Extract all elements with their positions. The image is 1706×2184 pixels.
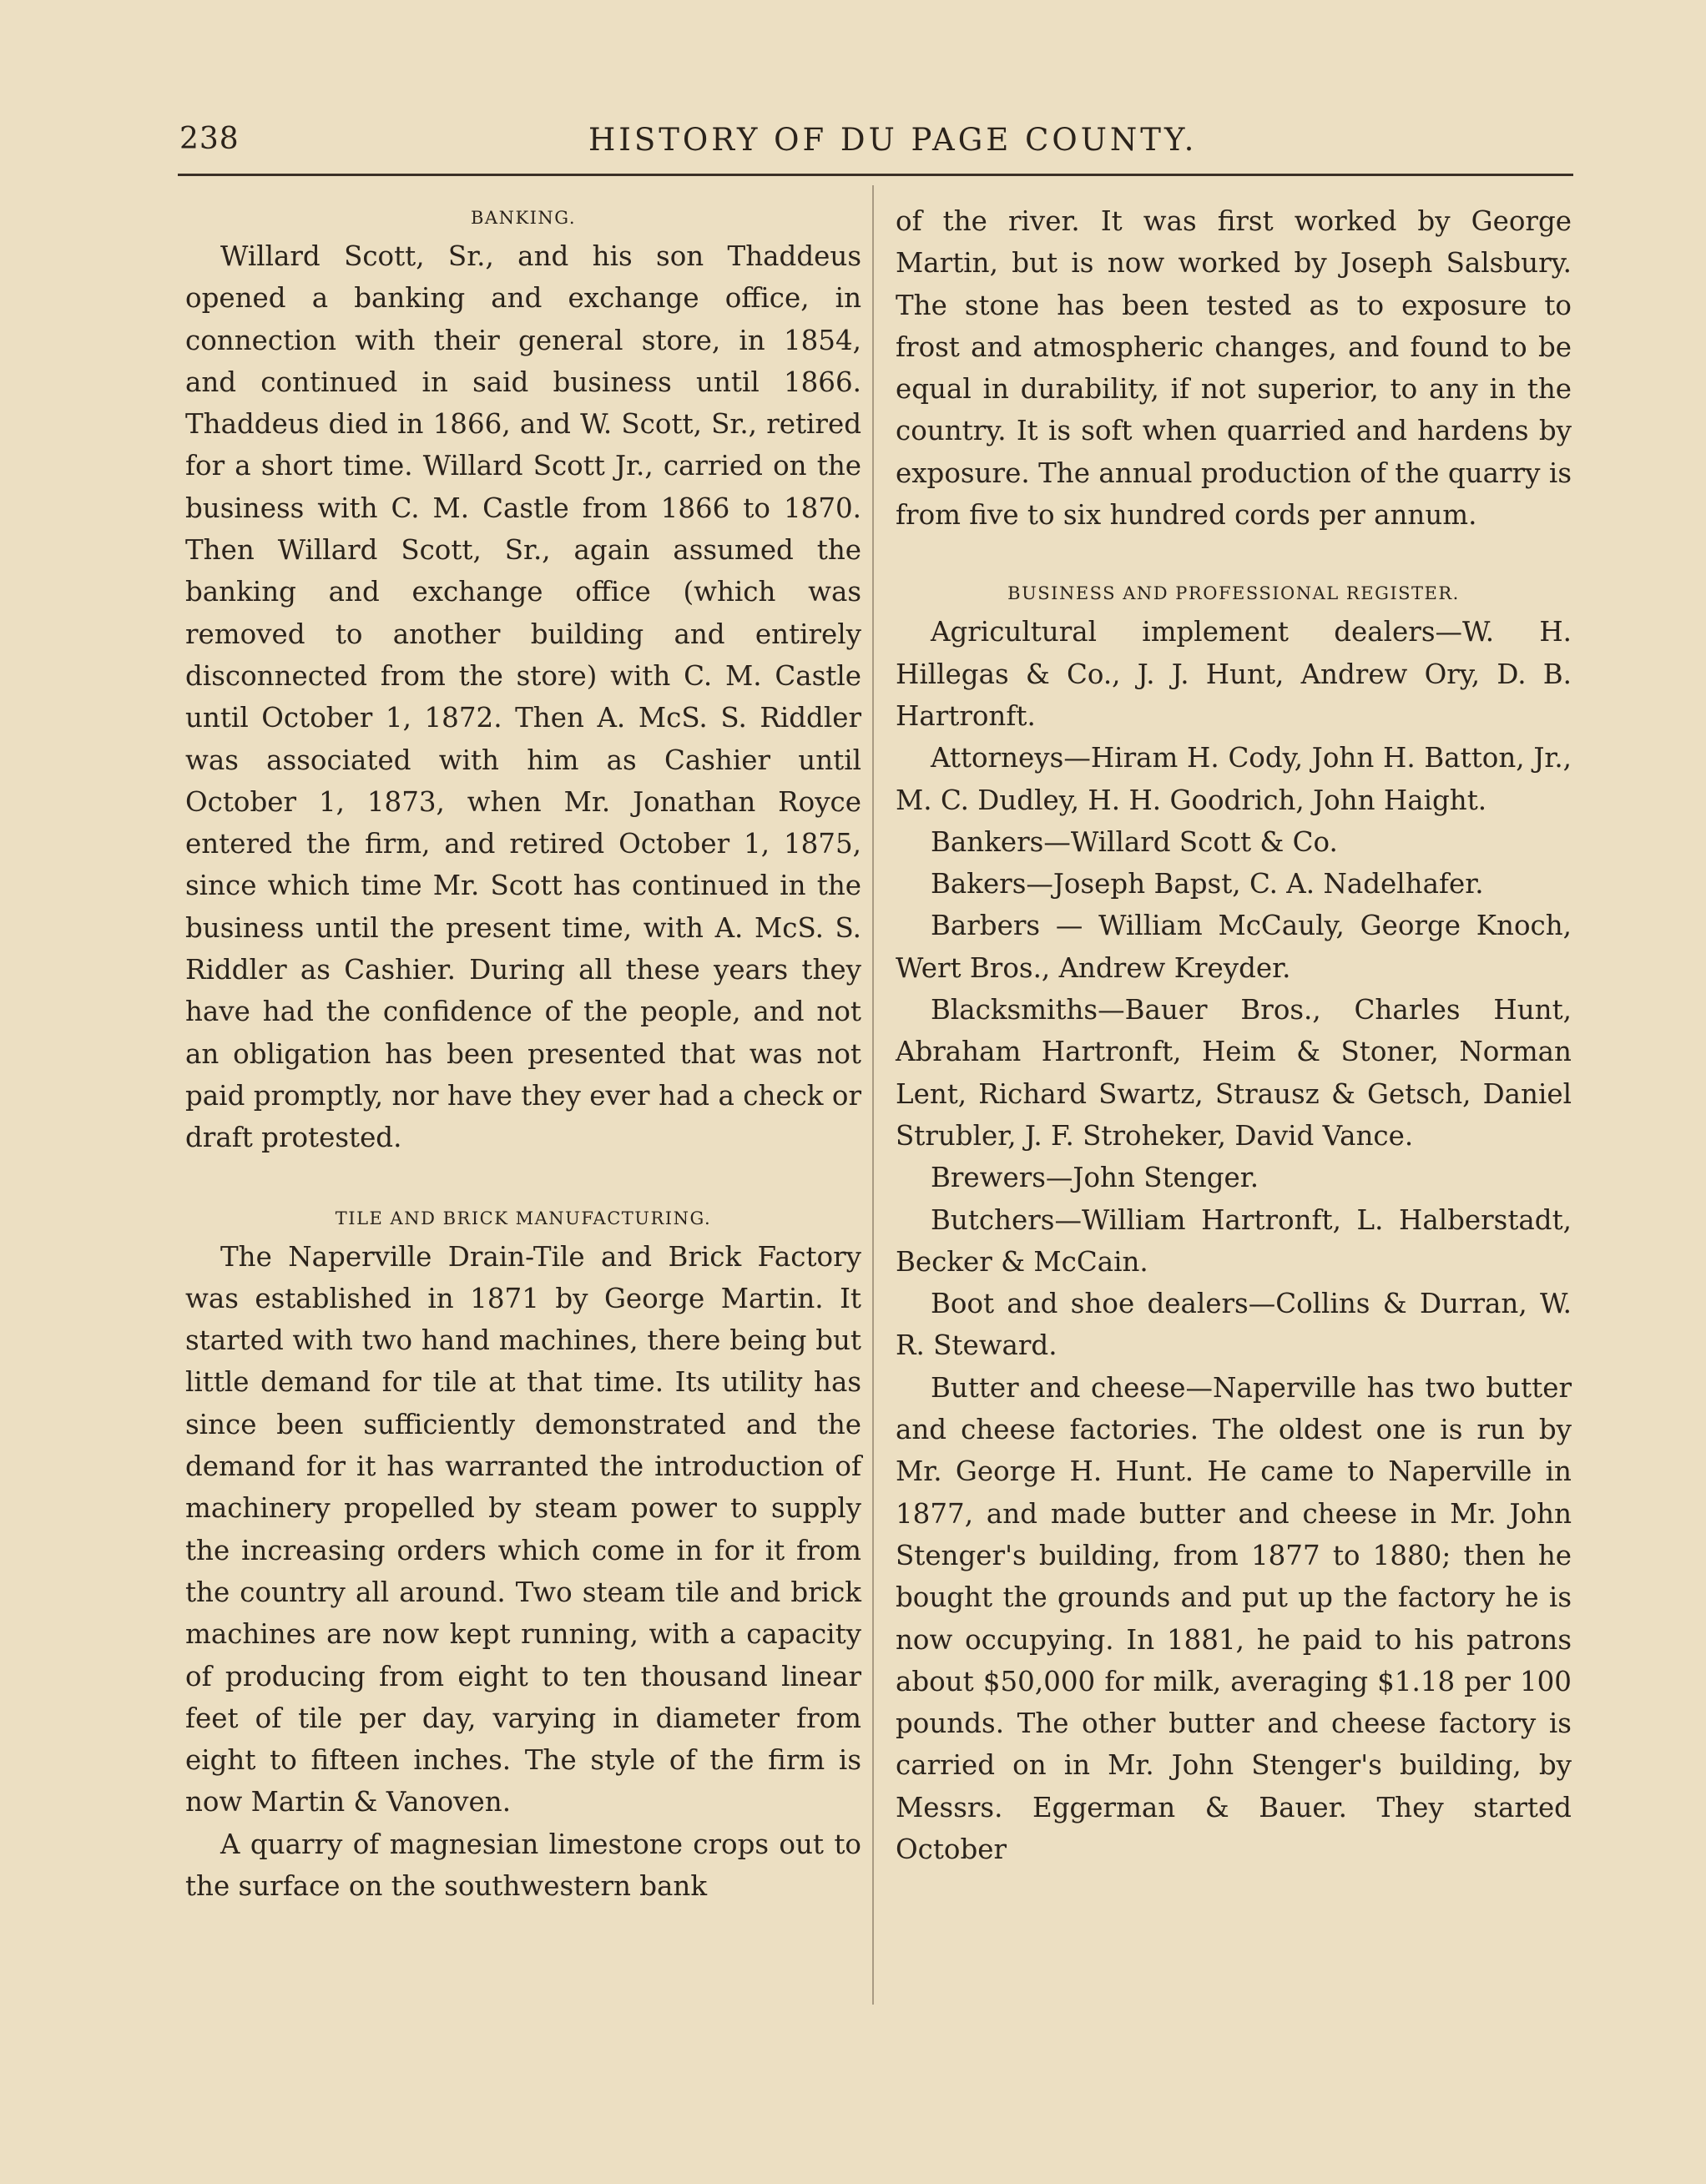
running-head: HISTORY OF DU PAGE COUNTY.	[588, 122, 1198, 158]
page-number: 238	[179, 122, 240, 156]
register-entry-bakers: Bakers—Joseph Bapst, C. A. Nadelhafer.	[931, 868, 1484, 900]
left-column	[185, 200, 861, 1907]
section-heading-banking: BANKING.	[470, 208, 577, 228]
register-entry-butter-cheese: Butter and cheese—Naperville has two butter and cheese factories. The oldest one is run by Mr. George H. Hunt. He came to Naperville in 1877, and made butter and cheese in Mr. John Stenger's building, from 1877 to 1880; then he bought the grounds and put up the factory he is now occupying. In 1881, he paid to his patrons about $50,000 for milk, averaging $1.18 per 100 pounds. The other butter and cheese factory is carried on in Mr. John Stenger's building, by Messrs. Eggerman & Bauer. They started October	[896, 1371, 1572, 1865]
section-spacer	[896, 536, 1572, 576]
section-spacer	[185, 1159, 861, 1201]
register-entry-blacksmiths: Blacksmiths—Bauer Bros., Charles Hunt, Abraham Hartronft, Heim & Stoner, Norman Lent, Richard Swartz, Strausz & Getsch, Daniel Strubler, J. F. Stroheker, David Vance.	[896, 994, 1572, 1152]
paragraph-banking: Willard Scott, Sr., and his son Thaddeus opened a banking and exchange office, in connection with their general store, in 1854, and continued in said business until 1866. Thaddeus died in 1866, and W. Scott, Sr., retired for a short time. Willard Scott Jr., carried on the business with C. M. Castle from 1866 to 1870. Then Willard Scott, Sr., again assumed the banking and exchange office (which was removed to another building and entirely disconnected from the store) with C. M. Castle until October 1, 1872. Then A. McS. S. Riddler was associated with him as Cashier until October 1, 1873, when Mr. Jonathan Royce entered the firm, and retired October 1, 1875, since which time Mr. Scott has continued in the business until the present time, with A. McS. S. Riddler as Cashier. During all these years they have had the confidence of the people, and not an obligation has been presented that was not paid promptly, nor have they ever had a check or draft protested.	[185, 240, 861, 1154]
section-heading-register: BUSINESS AND PROFESSIONAL REGISTER.	[1007, 583, 1460, 604]
paragraph-quarry-continued: of the river. It was first worked by George Martin, but is now worked by Joseph Salsbury. The stone has been tested as to exposure to frost and atmospheric changes, and found to be equal in durability, if not superior, to any in the country. It is soft when quarried and hardens by exposure. The annual production of the quarry is from five to six hundred cords per annum.	[896, 205, 1572, 532]
header-rule	[178, 174, 1573, 176]
right-column	[896, 200, 1572, 1870]
paragraph-tile-factory: The Naperville Drain-Tile and Brick Factory was established in 1871 by George Martin. It started with two hand machines, there being but little demand for tile at that time. Its utility has since been sufficiently demonstrated and the demand for it has warranted the introduction of machinery propelled by steam power to supply the increasing orders which come in for it from the country all around. Two steam tile and brick machines are now kept running, with a capacity of producing from eight to ten thousand linear feet of tile per day, varying in diameter from eight to fifteen inches. The style of the firm is now Martin & Vanoven.	[185, 1240, 861, 1818]
register-entry-bankers: Bankers—Willard Scott & Co.	[931, 825, 1338, 858]
section-heading-tile-brick: TILE AND BRICK MANUFACTURING.	[335, 1208, 712, 1228]
register-entry-brewers: Brewers—John Stenger.	[931, 1162, 1259, 1194]
register-entry-butchers: Butchers—William Hartronft, L. Halberstadt, Becker & McCain.	[896, 1203, 1572, 1278]
register-entry-agricultural: Agricultural implement dealers—W. H. Hillegas & Co., J. J. Hunt, Andrew Ory, D. B. Hartronft.	[896, 616, 1572, 732]
register-entry-barbers: Barbers — William McCauly, George Knoch, Wert Bros., Andrew Kreyder.	[896, 910, 1572, 984]
page-header	[179, 122, 1569, 164]
register-entry-boot-shoe: Boot and shoe dealers—Collins & Durran, W. R. Steward.	[896, 1288, 1572, 1362]
column-divider	[872, 185, 874, 2005]
paragraph-quarry-start: A quarry of magnesian limestone crops out to the surface on the southwestern bank	[185, 1828, 861, 1902]
register-entry-attorneys: Attorneys—Hiram H. Cody, John H. Batton, Jr., M. C. Dudley, H. H. Goodrich, John Haight.	[896, 742, 1572, 816]
